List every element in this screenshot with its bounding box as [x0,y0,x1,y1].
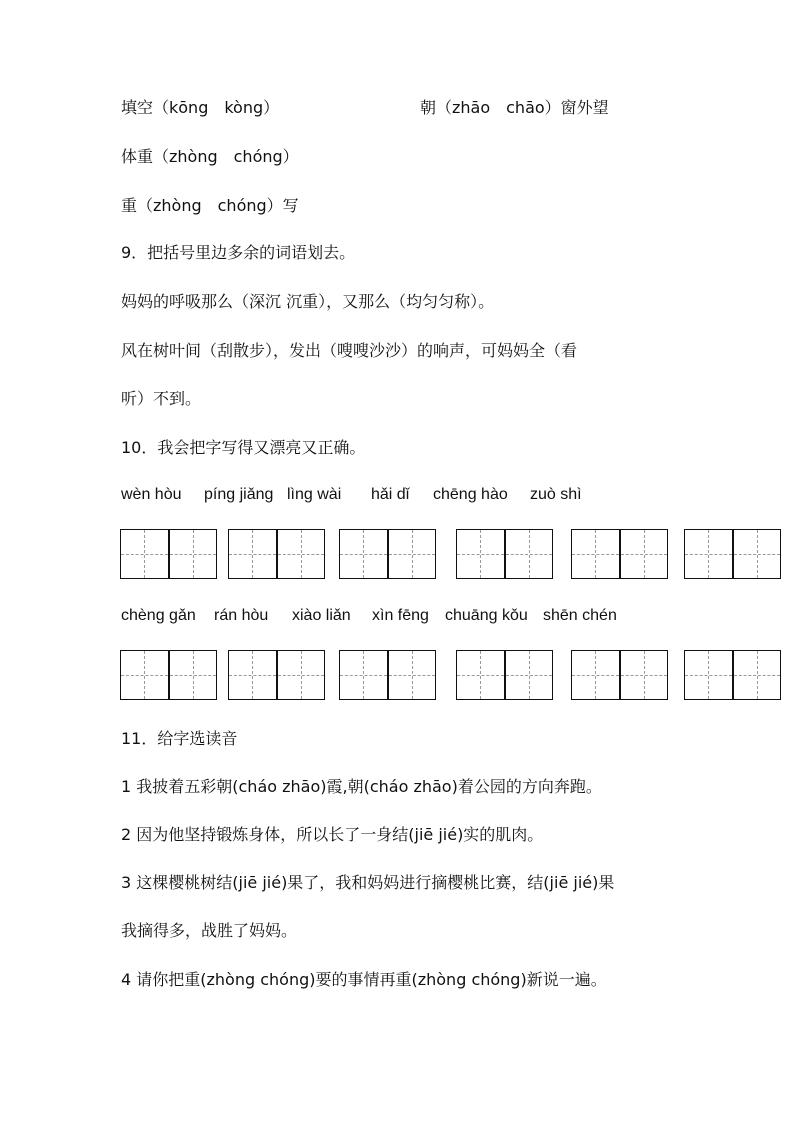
writing-box[interactable] [456,650,553,700]
writing-box[interactable] [571,529,668,579]
question-9-sentence-1: 妈妈的呼吸那么（深沉 沉重），又那么（均匀匀称）。 [121,292,495,311]
writing-box[interactable] [228,650,325,700]
writing-box[interactable] [339,650,436,700]
pinyin-12: shēn chén [543,607,617,624]
pinyin-7: chèng gǎn [121,607,196,624]
writing-grid-row-1 [120,529,784,580]
phrase-tizhong: 体重（zhòng chóng） [121,147,299,166]
writing-box[interactable] [339,529,436,579]
writing-box[interactable] [684,650,781,700]
pinyin-3: lìng wài [287,486,342,503]
writing-box[interactable] [120,529,217,579]
question-11-item-4: 4 请你把重(zhòng chóng)要的事情再重(zhòng chóng)新说一遍。 [121,970,607,989]
phrase-chao: 朝（zhāo chāo）窗外望 [420,98,609,117]
question-11-title: 11．给字选读音 [121,729,238,748]
writing-box[interactable] [228,529,325,579]
pinyin-4: hǎi dǐ [371,486,410,503]
pinyin-10: xìn fēng [372,607,429,624]
pinyin-1: wèn hòu [121,486,182,503]
pinyin-11: chuāng kǒu [445,607,528,624]
writing-grid-row-2 [120,650,784,701]
pinyin-5: chēng hào [433,486,508,503]
question-9-title: 9．把括号里边多余的词语划去。 [121,243,356,262]
writing-box[interactable] [684,529,781,579]
question-11-item-1: 1 我披着五彩朝(cháo zhāo)霞,朝(cháo zhāo)着公园的方向奔跑。 [121,777,602,796]
question-11-item-3: 3 这棵樱桃树结(jiē jié)果了，我和妈妈进行摘樱桃比赛，结(jiē jié)果 [121,873,615,892]
pinyin-2: píng jiǎng [204,486,274,503]
phrase-tiankong: 填空（kōng kòng） [121,98,280,117]
writing-box[interactable] [120,650,217,700]
pinyin-8: rán hòu [214,607,269,624]
question-9-sentence-2-cont: 听）不到。 [121,389,202,408]
question-9-sentence-2: 风在树叶间（刮散步），发出（嗖嗖沙沙）的响声，可妈妈全（看 [121,341,578,360]
question-11-item-2: 2 因为他坚持锻炼身体，所以长了一身结(jiē jié)实的肌肉。 [121,825,544,844]
question-11-item-3-cont: 我摘得多，战胜了妈妈。 [121,921,298,940]
pinyin-6: zuò shì [530,486,582,503]
question-10-title: 10．我会把字写得又漂亮又正确。 [121,438,366,457]
writing-box[interactable] [456,529,553,579]
phrase-chongxie: 重（zhòng chóng）写 [121,196,299,215]
writing-box[interactable] [571,650,668,700]
pinyin-9: xiào liǎn [292,607,351,624]
